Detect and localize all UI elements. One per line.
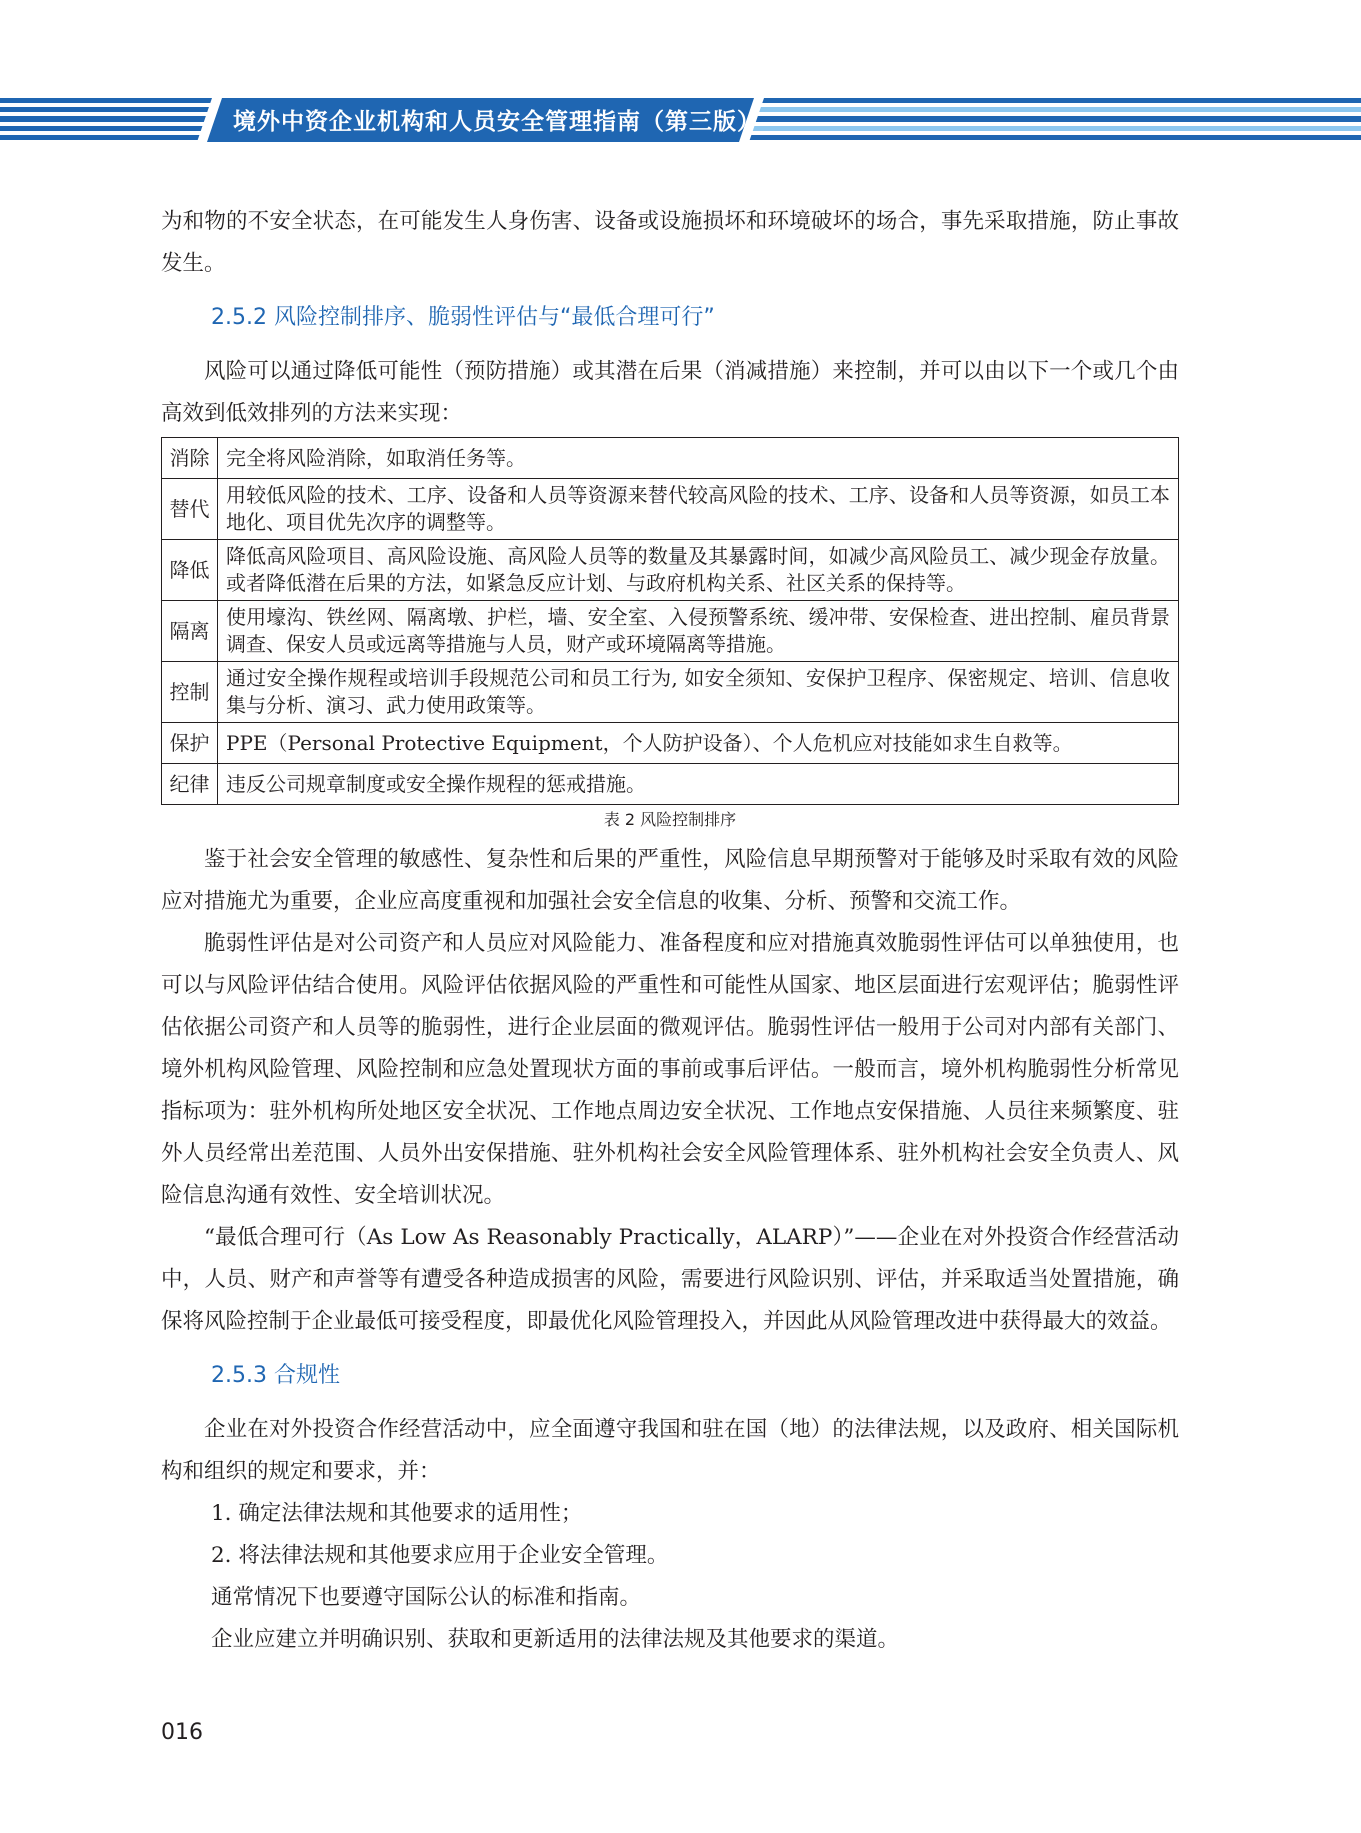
table-row-text: 违反公司规章制度或安全操作规程的惩戒措施。: [218, 764, 1179, 805]
page-number: 016: [161, 1720, 203, 1745]
section-heading-2-5-2: 2.5.2 风险控制排序、脆弱性评估与“最低合理可行”: [211, 305, 715, 330]
table-row-text: 用较低风险的技术、工序、设备和人员等资源来替代较高风险的技术、工序、设备和人员等资源，如员工本地化、项目优先次序的调整等。: [218, 479, 1179, 540]
paragraph-early-warning: 鉴于社会安全管理的敏感性、复杂性和后果的严重性，风险信息早期预警对于能够及时采取有效的风险应对措施尤为重要，企业应高度重视和加强社会安全信息的收集、分析、预警和交流工作。: [161, 847, 1179, 914]
list-item: 通常情况下也要遵守国际公认的标准和指南。: [211, 1585, 642, 1610]
table-row: [162, 764, 1179, 805]
table-row-key: 隔离: [162, 601, 218, 662]
paragraph-vulnerability-assessment: 脆弱性评估是对公司资产和人员应对风险能力、准备程度和应对措施真效脆弱性评估可以单独使用，也可以与风险评估结合使用。风险评估依据风险的严重性和可能性从国家、地区层面进行宏观评估；脆弱性评估依据公司资产和人员等的脆弱性，进行企业层面的微观评估。脆弱性评估一般用于公司对内部有关部门、境外机构风险管理、风险控制和应急处置现状方面的事前或事后评估。一般而言，境外机构脆弱性分析常见指标项为：驻外机构所处地区安全状况、工作地点周边安全状况、工作地点安保措施、人员往来频繁度、驻外人员经常出差范围、人员外出安保措施、驻外机构社会安全风险管理体系、驻外机构社会安全负责人、风险信息沟通有效性、安全培训状况。: [161, 931, 1179, 1208]
compliance-list: [161, 1493, 1179, 1661]
running-header-title: 境外中资企业机构和人员安全管理指南（第三版）: [233, 109, 761, 135]
paragraph-compliance: 企业在对外投资合作经营活动中，应全面遵守我国和驻在国（地）的法律法规，以及政府、相关国际机构和组织的规定和要求，并：: [161, 1417, 1179, 1484]
risk-control-table: [161, 437, 1179, 805]
list-item: 企业应建立并明确识别、获取和更新适用的法律法规及其他要求的渠道。: [211, 1627, 900, 1652]
table-row: [162, 662, 1179, 723]
table-row-text: 完全将风险消除，如取消任务等。: [218, 438, 1179, 479]
table-row-key: 纪律: [162, 764, 218, 805]
table-row-text: 使用壕沟、铁丝网、隔离墩、护栏，墙、安全室、入侵预警系统、缓冲带、安保检查、进出控制、雇员背景调查、保安人员或远离等措施与人员，财产或环境隔离等措施。: [218, 601, 1179, 662]
table-row-key: 控制: [162, 662, 218, 723]
table-row: [162, 601, 1179, 662]
paragraph-alarp: “最低合理可行（As Low As Reasonably Practically，ALARP）”——企业在对外投资合作经营活动中，人员、财产和声誉等有遭受各种造成损害的风险，需要进行风险识别、评估，并采取适当处置措施，确保将风险控制于企业最低可接受程度，即最优化风险管理投入，并因此从风险管理改进中获得最大的效益。: [161, 1225, 1179, 1334]
table-row-key: 消除: [162, 438, 218, 479]
list-item: 2. 将法律法规和其他要求应用于企业安全管理。: [211, 1543, 669, 1568]
table-row-key: 保护: [162, 723, 218, 764]
table-row-text: 降低高风险项目、高风险设施、高风险人员等的数量及其暴露时间，如减少高风险员工、减少现金存放量。或者降低潜在后果的方法，如紧急反应计划、与政府机构关系、社区关系的保持等。: [218, 540, 1179, 601]
table-row-text: 通过安全操作规程或培训手段规范公司和员工行为, 如安全须知、安保护卫程序、保密规定、培训、信息收集与分析、演习、武力使用政策等。: [218, 662, 1179, 723]
table-caption: 表 2 风险控制排序: [603, 810, 737, 829]
paragraph-continued: 为和物的不安全状态，在可能发生人身伤害、设备或设施损坏和环境破坏的场合，事先采取措施，防止事故发生。: [161, 209, 1179, 276]
section-heading-2-5-3: 2.5.3 合规性: [211, 1363, 340, 1388]
table-row: [162, 479, 1179, 540]
table-row: [162, 438, 1179, 479]
table-row-key: 替代: [162, 479, 218, 540]
table-row-key: 降低: [162, 540, 218, 601]
table-row: [162, 723, 1179, 764]
page-body: [161, 201, 1179, 1661]
table-row: [162, 540, 1179, 601]
table-row-text: PPE（Personal Protective Equipment，个人防护设备）、个人危机应对技能如求生自救等。: [218, 723, 1179, 764]
paragraph-risk-control-intro: 风险可以通过降低可能性（预防措施）或其潜在后果（消减措施）来控制，并可以由以下一个或几个由高效到低效排列的方法来实现：: [161, 359, 1179, 426]
list-item: 1. 确定法律法规和其他要求的适用性；: [211, 1501, 583, 1526]
